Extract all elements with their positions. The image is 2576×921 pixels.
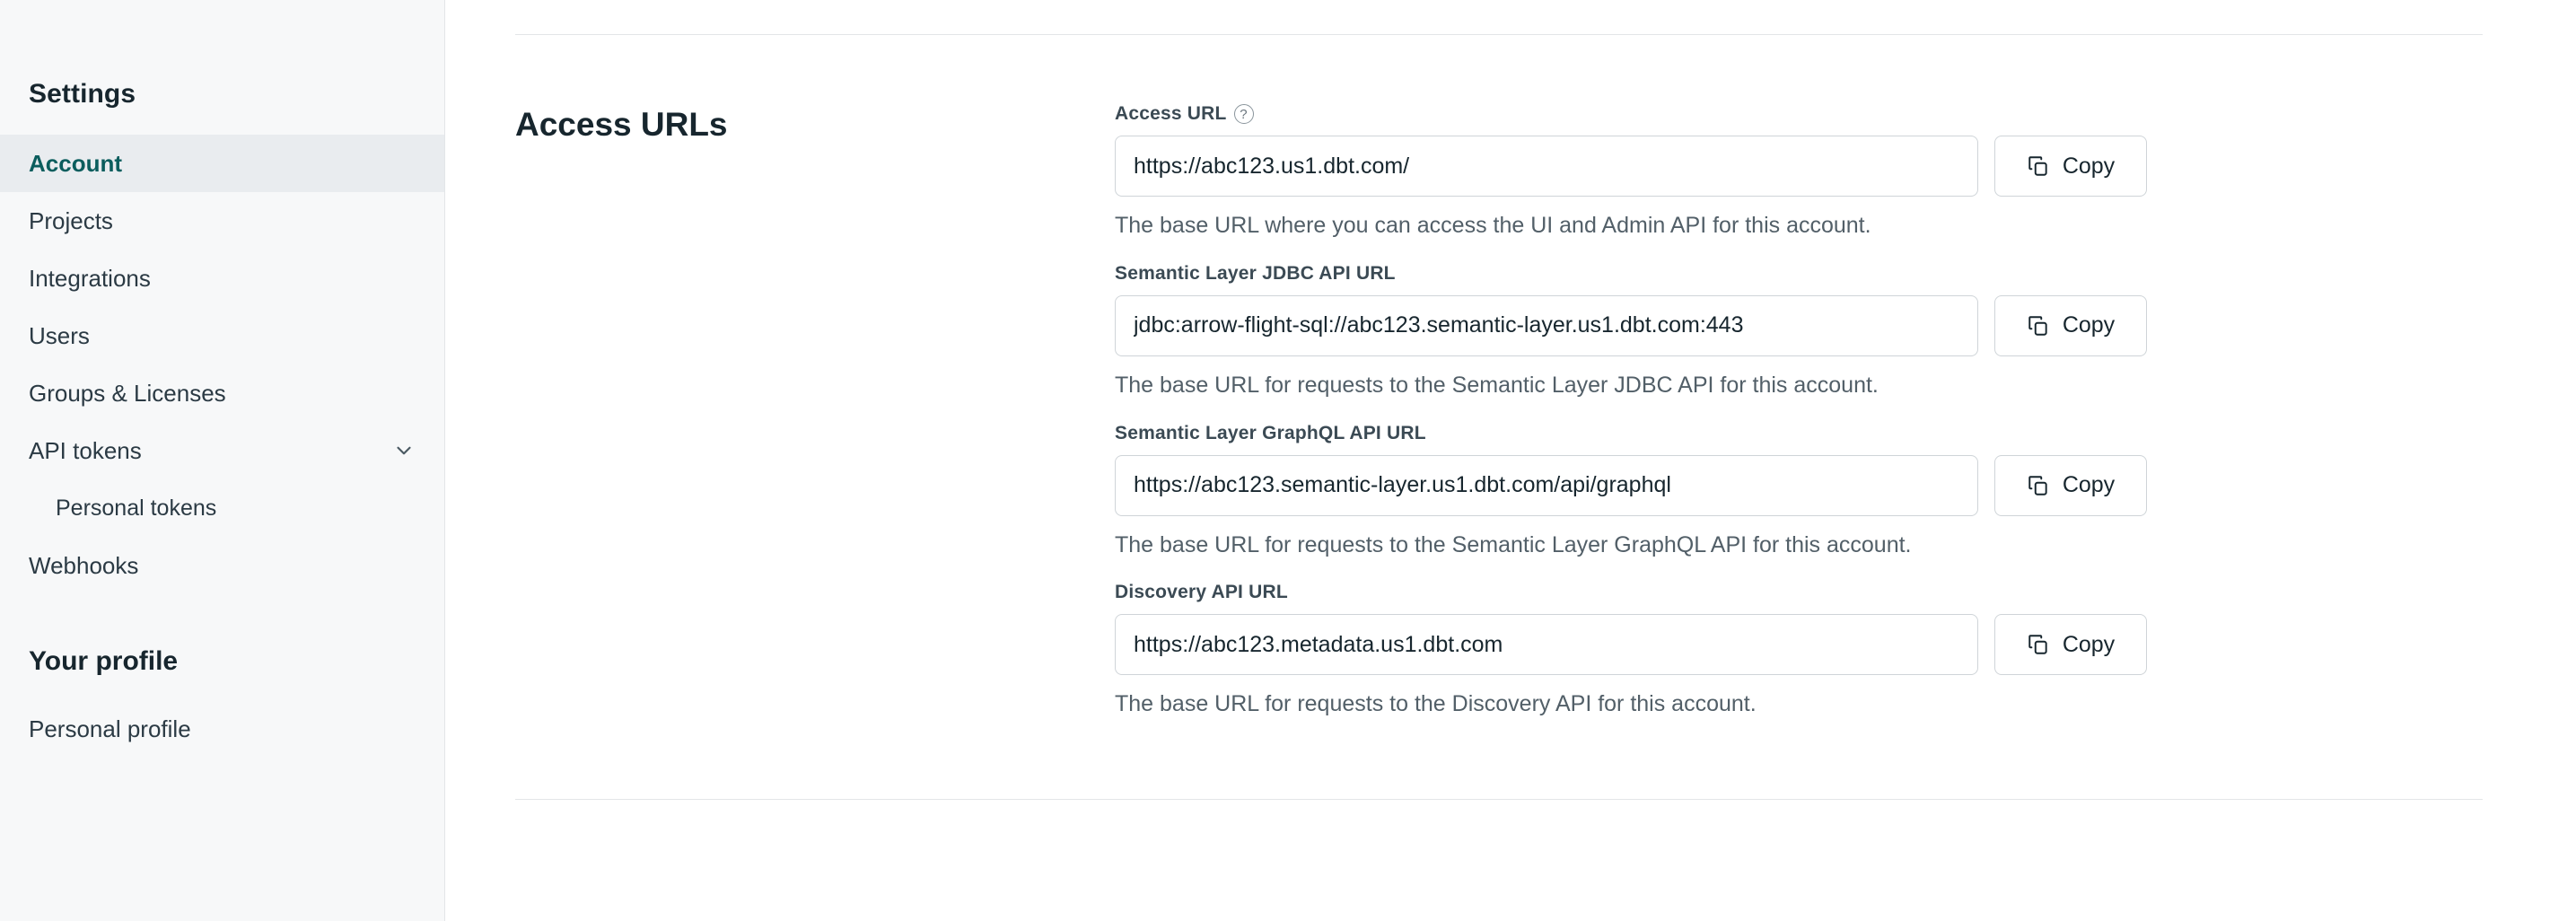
field-label (1115, 423, 2519, 444)
access-urls-fields (1115, 103, 2519, 741)
sidebar-item-label: Webhooks (29, 551, 139, 579)
field-help-text: The base URL where you can access the UI and Admin API for this account. (1115, 213, 1871, 238)
sidebar-item-label: Integrations (29, 264, 151, 292)
copy-icon (2027, 474, 2050, 497)
sidebar-item-webhooks[interactable] (0, 537, 444, 594)
sidebar-item-groups-and-licenses[interactable] (0, 364, 444, 422)
sidebar-item-integrations[interactable] (0, 250, 444, 307)
sidebar-item-label: API tokens (29, 436, 142, 464)
divider-bottom (515, 799, 2483, 800)
sidebar-item-label: Personal tokens (56, 495, 217, 521)
copy-button-label: Copy (2062, 631, 2116, 657)
discovery-api-url-input[interactable] (1115, 614, 1978, 675)
sidebar (0, 0, 445, 921)
field-discovery-api-url (1115, 582, 2519, 720)
field-label (1115, 103, 2519, 125)
sidebar-item-users[interactable] (0, 307, 444, 364)
sidebar-profile-title: Your profile (29, 646, 179, 676)
copy-button-label: Copy (2062, 472, 2116, 497)
copy-semantic-layer-graphql-api-url-button[interactable] (1994, 455, 2147, 516)
field-label-text: Access URL (1115, 103, 1227, 124)
copy-icon (2027, 314, 2050, 338)
semantic-layer-jdbc-api-url-input[interactable] (1115, 295, 1978, 356)
sidebar-item-projects[interactable] (0, 192, 444, 250)
field-help-text: The base URL for requests to the Semantic Layer GraphQL API for this account. (1115, 531, 1912, 557)
main-content (445, 0, 2576, 921)
copy-discovery-api-url-button[interactable] (1994, 614, 2147, 675)
field-label-text: Semantic Layer JDBC API URL (1115, 262, 1396, 284)
sidebar-item-label: Users (29, 321, 90, 349)
field-label (1115, 263, 2519, 285)
access-urls-section (515, 35, 2519, 741)
field-help-text: The base URL for requests to the Semantic Layer JDBC API for this account. (1115, 372, 1879, 398)
copy-icon (2027, 633, 2050, 656)
field-help-text: The base URL for requests to the Discovery API for this account. (1115, 691, 1757, 717)
field-label-text: Semantic Layer GraphQL API URL (1115, 422, 1426, 443)
sidebar-item-label: Projects (29, 206, 113, 234)
sidebar-item-label: Personal profile (29, 715, 191, 742)
copy-access-url-button[interactable] (1994, 136, 2147, 197)
sidebar-item-label: Groups & Licenses (29, 379, 226, 407)
sidebar-item-account[interactable] (0, 135, 444, 192)
sidebar-item-personal-tokens[interactable] (0, 479, 444, 537)
copy-icon (2027, 154, 2050, 178)
chevron-down-icon[interactable] (392, 439, 416, 462)
copy-semantic-layer-jdbc-api-url-button[interactable] (1994, 295, 2147, 356)
copy-button-label: Copy (2062, 153, 2116, 179)
sidebar-title: Settings (29, 79, 136, 109)
sidebar-item-personal-profile[interactable] (0, 700, 444, 758)
copy-button-label: Copy (2062, 312, 2116, 338)
access-url-input[interactable] (1115, 136, 1978, 197)
field-label (1115, 582, 2519, 603)
page-title: Access URLs (515, 106, 728, 143)
field-semantic-layer-graphql-api-url (1115, 423, 2519, 561)
sidebar-item-api-tokens[interactable] (0, 422, 444, 479)
field-semantic-layer-jdbc-api-url (1115, 263, 2519, 401)
field-access-url (1115, 103, 2519, 241)
sidebar-item-label: Account (29, 149, 122, 177)
help-icon[interactable]: ? (1234, 104, 1254, 124)
field-label-text: Discovery API URL (1115, 582, 1288, 603)
semantic-layer-graphql-api-url-input[interactable] (1115, 455, 1978, 516)
